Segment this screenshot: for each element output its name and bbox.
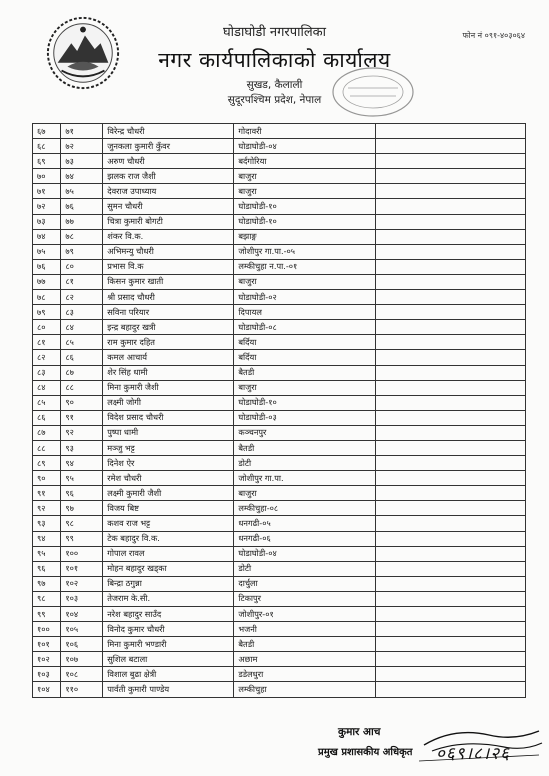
applicant-name-cell: अरुण चौधरी [103, 154, 234, 169]
application-number-cell: ७७ [61, 214, 103, 229]
application-number-cell: ९१ [61, 410, 103, 425]
serial-number-cell: ९३ [33, 516, 61, 531]
applicant-name-cell: लक्ष्मी जोगी [103, 395, 234, 410]
table-row [33, 365, 526, 380]
table-row [33, 274, 526, 289]
address-cell: बैतडी [234, 440, 376, 455]
application-number-cell: ८५ [61, 335, 103, 350]
table-row [33, 350, 526, 365]
application-number-cell: ८७ [61, 365, 103, 380]
applicant-name-cell: चित्रा कुमारी बोगटी [103, 214, 234, 229]
address-cell: टिकापुर [234, 591, 376, 606]
applicant-name-cell: टेक बहादुर वि.क. [103, 531, 234, 546]
table-row [33, 139, 526, 154]
serial-number-cell: १०० [33, 622, 61, 637]
applicant-name-cell: राम कुमार दहित [103, 335, 234, 350]
application-number-cell: ९९ [61, 531, 103, 546]
signatory-name: कुमार आच [338, 726, 381, 738]
remarks-cell [375, 410, 525, 425]
applicant-name-cell: मिना कुमारी भण्डारी [103, 637, 234, 652]
applicant-name-cell: मोहन बहादुर खड्का [103, 561, 234, 576]
serial-number-cell: ९८ [33, 591, 61, 606]
applicant-name-cell: पार्वती कुमारी पाण्डेय [103, 682, 234, 697]
remarks-cell [375, 350, 525, 365]
application-number-cell: १०४ [61, 607, 103, 622]
applicant-name-cell: विशाल बुढा क्षेत्री [103, 667, 234, 682]
table-row [33, 607, 526, 622]
remarks-cell [375, 501, 525, 516]
remarks-cell [375, 637, 525, 652]
applicant-name-cell: सुशिल बटाला [103, 652, 234, 667]
table-row [33, 637, 526, 652]
address-cell: डोटी [234, 456, 376, 471]
applicant-name-cell: तेजराम के.सी. [103, 591, 234, 606]
table-row [33, 501, 526, 516]
remarks-cell [375, 516, 525, 531]
address-cell: बैतडी [234, 365, 376, 380]
serial-number-cell: ८० [33, 320, 61, 335]
serial-number-cell: ७६ [33, 259, 61, 274]
application-number-cell: ७२ [61, 139, 103, 154]
remarks-cell [375, 486, 525, 501]
applicant-name-cell: सुमन चौधरी [103, 199, 234, 214]
address-cell: घोडाघोडी-१० [234, 214, 376, 229]
remarks-cell [375, 320, 525, 335]
table-row [33, 169, 526, 184]
address-cell: बाजुरा [234, 184, 376, 199]
application-number-cell: १०३ [61, 591, 103, 606]
table-row [33, 154, 526, 169]
table-row [33, 682, 526, 697]
application-number-cell: ८३ [61, 305, 103, 320]
remarks-cell [375, 305, 525, 320]
applicant-name-cell: गोपाल रावल [103, 546, 234, 561]
applicant-name-cell: देवराज उपाध्याय [103, 184, 234, 199]
address-cell: धनगढी-०५ [234, 516, 376, 531]
phone-number: फोन नं ०९१-४०३०६४ [462, 31, 525, 40]
address-cell: बाजुरा [234, 169, 376, 184]
remarks-cell [375, 290, 525, 305]
remarks-cell [375, 380, 525, 395]
office-stamp [318, 58, 418, 120]
application-number-cell: १०७ [61, 652, 103, 667]
address-cell: अछाम [234, 652, 376, 667]
table-row [33, 184, 526, 199]
table-row [33, 305, 526, 320]
serial-number-cell: ७४ [33, 229, 61, 244]
table-row [33, 335, 526, 350]
application-number-cell: ८२ [61, 290, 103, 305]
remarks-cell [375, 682, 525, 697]
table-row [33, 290, 526, 305]
application-number-cell: ७३ [61, 154, 103, 169]
serial-number-cell: ७७ [33, 274, 61, 289]
serial-number-cell: ७८ [33, 290, 61, 305]
address-cell: जोशीपुर-०१ [234, 607, 376, 622]
remarks-cell [375, 607, 525, 622]
address-cell: घोडाघोडी-१० [234, 395, 376, 410]
applicant-name-cell: झलक राज जैशी [103, 169, 234, 184]
applicant-name-cell: बिन्द्रा ठगुन्ना [103, 576, 234, 591]
serial-number-cell: ८४ [33, 380, 61, 395]
applicant-name-cell: कमल आचार्य [103, 350, 234, 365]
remarks-cell [375, 124, 525, 139]
table-row [33, 486, 526, 501]
address-cell: बर्दगोरिया [234, 154, 376, 169]
remarks-cell [375, 576, 525, 591]
serial-number-cell: ८५ [33, 395, 61, 410]
serial-number-cell: ९४ [33, 531, 61, 546]
serial-number-cell: ८१ [33, 335, 61, 350]
table-row [33, 561, 526, 576]
application-number-cell: ९२ [61, 425, 103, 440]
applicant-name-cell: विजय बिष्ट [103, 501, 234, 516]
remarks-cell [375, 365, 525, 380]
applicant-name-cell: विनोद कुमार चौधरी [103, 622, 234, 637]
remarks-cell [375, 154, 525, 169]
application-number-cell: ८० [61, 259, 103, 274]
table-row [33, 622, 526, 637]
applicant-name-cell: नरेश बहादुर साउँद [103, 607, 234, 622]
serial-number-cell: १०१ [33, 637, 61, 652]
table-row [33, 667, 526, 682]
table-row [33, 456, 526, 471]
remarks-cell [375, 456, 525, 471]
address-cell: बाजुरा [234, 380, 376, 395]
table-row [33, 380, 526, 395]
address-cell: जोशीपुर गा.पा. [234, 471, 376, 486]
serial-number-cell: ८६ [33, 410, 61, 425]
table-row [33, 124, 526, 139]
application-number-cell: ९० [61, 395, 103, 410]
table-row [33, 214, 526, 229]
applicant-name-cell: दिनेश ऐर [103, 456, 234, 471]
serial-number-cell: ६९ [33, 154, 61, 169]
address-cell: घोडाघोडी-०४ [234, 546, 376, 561]
remarks-cell [375, 591, 525, 606]
remarks-cell [375, 274, 525, 289]
serial-number-cell: ८८ [33, 440, 61, 455]
serial-number-cell: ९२ [33, 501, 61, 516]
address-cell: घोडाघोडी-१० [234, 199, 376, 214]
address-cell: बर्दिया [234, 350, 376, 365]
address-cell: बैतडी [234, 637, 376, 652]
applicant-list-table [32, 123, 526, 698]
table-row [33, 244, 526, 259]
remarks-cell [375, 667, 525, 682]
table-row [33, 229, 526, 244]
application-number-cell: १०६ [61, 637, 103, 652]
remarks-cell [375, 652, 525, 667]
remarks-cell [375, 561, 525, 576]
address-cell: लम्कीचुहा न.पा.-०१ [234, 259, 376, 274]
applicant-name-cell: अभिमन्यु चौधरी [103, 244, 234, 259]
table-row [33, 425, 526, 440]
applicant-name-cell: रमेश चौधरी [103, 471, 234, 486]
applicant-name-cell: लक्ष्मी कुमारी जैशी [103, 486, 234, 501]
remarks-cell [375, 425, 525, 440]
address-cell: धनगढी-०६ [234, 531, 376, 546]
serial-number-cell: ७२ [33, 199, 61, 214]
serial-number-cell: १०४ [33, 682, 61, 697]
address-cell: भजनी [234, 622, 376, 637]
handwritten-number: ०६९।८।२६ [436, 744, 510, 764]
address-cell: घोडाघोडी-०३ [234, 410, 376, 425]
remarks-cell [375, 229, 525, 244]
table-row [33, 199, 526, 214]
serial-number-cell: १०३ [33, 667, 61, 682]
remarks-cell [375, 546, 525, 561]
municipality-name: घोडाघोडी नगरपालिका [222, 25, 326, 40]
table-row [33, 395, 526, 410]
remarks-cell [375, 259, 525, 274]
application-number-cell: १०५ [61, 622, 103, 637]
remarks-cell [375, 335, 525, 350]
application-number-cell: ९४ [61, 456, 103, 471]
application-number-cell: १०८ [61, 667, 103, 682]
applicant-name-cell: विदेश प्रसाद चौधरी [103, 410, 234, 425]
application-number-cell: १०१ [61, 561, 103, 576]
applicant-name-cell: मिना कुमारी जैशी [103, 380, 234, 395]
application-number-cell: ९३ [61, 440, 103, 455]
address-cell: डोटी [234, 561, 376, 576]
application-number-cell: ८८ [61, 380, 103, 395]
address-cell: दार्चुला [234, 576, 376, 591]
address-cell: बाजुरा [234, 274, 376, 289]
application-number-cell: ९६ [61, 486, 103, 501]
remarks-cell [375, 244, 525, 259]
serial-number-cell: ६७ [33, 124, 61, 139]
application-number-cell: ७१ [61, 124, 103, 139]
application-number-cell: ७९ [61, 244, 103, 259]
application-number-cell: १०० [61, 546, 103, 561]
applicant-name-cell: मञ्जु भट्ट [103, 440, 234, 455]
applicant-name-cell: प्रभास वि.क [103, 259, 234, 274]
application-number-cell: ७६ [61, 199, 103, 214]
applicant-name-cell: सविना परियार [103, 305, 234, 320]
applicant-name-cell: जुनकला कुमारी कुँवर [103, 139, 234, 154]
table-row [33, 410, 526, 425]
remarks-cell [375, 440, 525, 455]
applicant-name-cell: किसन कुमार खाती [103, 274, 234, 289]
application-number-cell: ७४ [61, 169, 103, 184]
application-number-cell: ८१ [61, 274, 103, 289]
serial-number-cell: ६८ [33, 139, 61, 154]
application-number-cell: ७५ [61, 184, 103, 199]
remarks-cell [375, 184, 525, 199]
signatory-designation: प्रमुख प्रशासकीय अधिकृत [318, 747, 413, 758]
remarks-cell [375, 139, 525, 154]
serial-number-cell: ९५ [33, 546, 61, 561]
application-number-cell: ९५ [61, 471, 103, 486]
remarks-cell [375, 214, 525, 229]
remarks-cell [375, 395, 525, 410]
serial-number-cell: ७१ [33, 184, 61, 199]
application-number-cell: ८४ [61, 320, 103, 335]
address-cell: जोशीपुर गा.पा.-०५ [234, 244, 376, 259]
table-row [33, 531, 526, 546]
address-cell: बर्दिया [234, 335, 376, 350]
remarks-cell [375, 531, 525, 546]
serial-number-cell: ८२ [33, 350, 61, 365]
table-row [33, 591, 526, 606]
table-row [33, 546, 526, 561]
serial-number-cell: ९९ [33, 607, 61, 622]
applicant-name-cell: श्री प्रसाद चौधरी [103, 290, 234, 305]
address-line-1: सुखड, कैलाली [246, 79, 303, 91]
applicant-name-cell: पुष्पा धामी [103, 425, 234, 440]
application-number-cell: ११० [61, 682, 103, 697]
table-row [33, 259, 526, 274]
serial-number-cell: १०२ [33, 652, 61, 667]
serial-number-cell: ९० [33, 471, 61, 486]
table-row [33, 516, 526, 531]
address-cell: कञ्चनपुर [234, 425, 376, 440]
serial-number-cell: ८७ [33, 425, 61, 440]
applicant-name-cell: शेर सिंह धामी [103, 365, 234, 380]
address-cell: घोडाघोडी-०४ [234, 139, 376, 154]
serial-number-cell: ९६ [33, 561, 61, 576]
table-row [33, 652, 526, 667]
address-cell: बाजुरा [234, 486, 376, 501]
serial-number-cell: ७५ [33, 244, 61, 259]
address-cell: लम्कीचुहा [234, 682, 376, 697]
remarks-cell [375, 471, 525, 486]
application-number-cell: ७८ [61, 229, 103, 244]
serial-number-cell: ७३ [33, 214, 61, 229]
serial-number-cell: ७९ [33, 305, 61, 320]
application-number-cell: ९८ [61, 516, 103, 531]
serial-number-cell: ८९ [33, 456, 61, 471]
applicant-name-cell: कशव राज भट्ट [103, 516, 234, 531]
serial-number-cell: ९१ [33, 486, 61, 501]
address-cell: घोडाघोडी-०२ [234, 290, 376, 305]
address-cell: बझाङ्ग [234, 229, 376, 244]
application-number-cell: १०२ [61, 576, 103, 591]
serial-number-cell: ८३ [33, 365, 61, 380]
address-cell: घोडाघोडी-०८ [234, 320, 376, 335]
serial-number-cell: ७० [33, 169, 61, 184]
table-row [33, 471, 526, 486]
table-row [33, 320, 526, 335]
remarks-cell [375, 622, 525, 637]
applicant-name-cell: विरेन्द्र चौधरी [103, 124, 234, 139]
address-cell: लम्कीचुहा-०८ [234, 501, 376, 516]
serial-number-cell: ९७ [33, 576, 61, 591]
table-row [33, 440, 526, 455]
table-row [33, 576, 526, 591]
address-cell: डडेलधुरा [234, 667, 376, 682]
address-line-2: सुदूरपश्चिम प्रदेश, नेपाल [227, 94, 322, 106]
application-number-cell: ८६ [61, 350, 103, 365]
address-cell: गोदावरी [234, 124, 376, 139]
office-title: नगर कार्यपालिकाको कार्यालय [158, 48, 391, 72]
application-number-cell: ९७ [61, 501, 103, 516]
address-cell: दिपायल [234, 305, 376, 320]
remarks-cell [375, 199, 525, 214]
applicant-name-cell: इन्द्र बहादुर खत्री [103, 320, 234, 335]
applicant-name-cell: शंकर वि.क. [103, 229, 234, 244]
remarks-cell [375, 169, 525, 184]
